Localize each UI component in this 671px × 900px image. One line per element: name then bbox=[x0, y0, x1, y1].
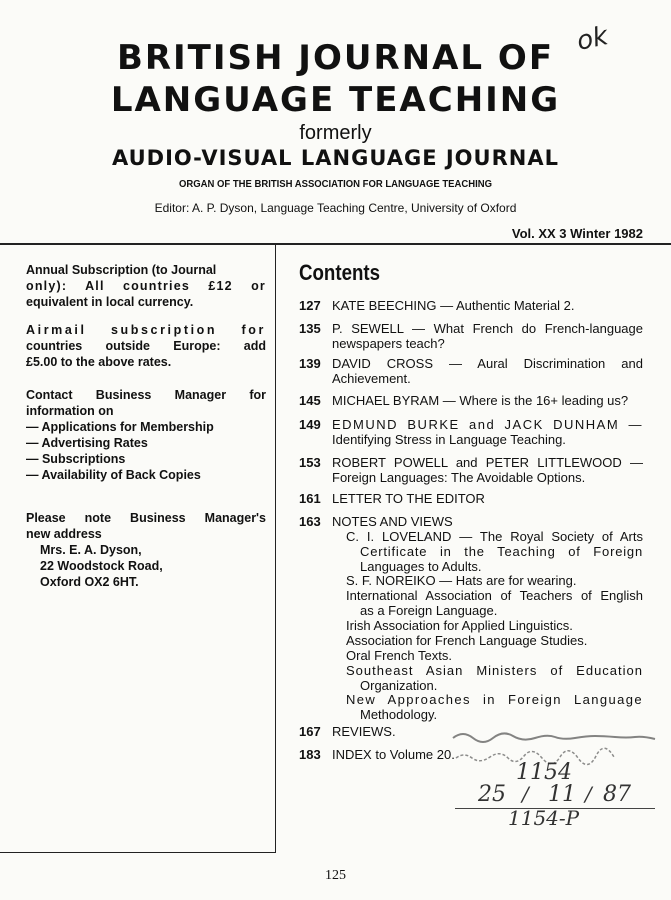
entry-text: KATE BEECHING — Authentic Material 2. bbox=[332, 298, 575, 313]
address-block bbox=[26, 510, 266, 590]
airmail-line: £5.00 to the above rates. bbox=[26, 355, 172, 369]
contents-entry bbox=[299, 514, 643, 529]
notes-text: Certificate in the Teaching of Foreign bbox=[360, 544, 643, 559]
stamp-code: 1154-P bbox=[508, 806, 580, 830]
journal-title-line1: BRITISH JOURNAL OF bbox=[116, 38, 555, 78]
formerly-label: formerly bbox=[299, 122, 372, 144]
subscription-line: Annual Subscription (to Journal bbox=[26, 263, 217, 277]
notes-text: Association for French Language Studies. bbox=[346, 633, 588, 648]
entry-page: 183 bbox=[299, 747, 321, 762]
entry-text: INDEX to Volume 20. bbox=[332, 747, 455, 762]
contents-entry bbox=[299, 417, 643, 447]
stamp-slash-b: / bbox=[585, 782, 592, 806]
contact-item: — Subscriptions bbox=[26, 452, 126, 466]
notes-text: Languages to Adults. bbox=[360, 559, 482, 574]
stamp-date-day: 25 bbox=[478, 782, 506, 807]
entry-page: 139 bbox=[299, 356, 321, 371]
handwritten-ok-mark: ok bbox=[574, 21, 611, 57]
contents-entry bbox=[299, 393, 643, 408]
contact-item: — Advertising Rates bbox=[26, 436, 148, 450]
contents-entry bbox=[299, 321, 643, 351]
notes-text: Southeast Asian Ministers of Education bbox=[346, 663, 643, 678]
notes-text: C. I. LOVELAND — The Royal Society of Arts bbox=[346, 529, 643, 544]
entry-page: 135 bbox=[299, 321, 321, 336]
notes-text: Methodology. bbox=[360, 707, 438, 722]
entry-text: ROBERT POWELL and PETER LITTLEWOOD — bbox=[332, 455, 643, 470]
notes-item bbox=[346, 618, 643, 633]
organ-line: ORGAN OF THE BRITISH ASSOCIATION FOR LANGUAGE TEACHING bbox=[179, 179, 492, 190]
column-divider bbox=[275, 244, 276, 853]
contact-item: — Applications for Membership bbox=[26, 420, 214, 434]
entry-page: 127 bbox=[299, 298, 321, 313]
contents-entry bbox=[299, 298, 643, 313]
notes-text: Irish Association for Applied Linguistics. bbox=[346, 618, 573, 633]
contents-entry bbox=[299, 356, 643, 386]
journal-title-line2: LANGUAGE TEACHING bbox=[110, 80, 561, 120]
contents-entry bbox=[299, 491, 643, 506]
contact-block bbox=[26, 387, 266, 483]
notes-item bbox=[346, 573, 643, 588]
subscription-block bbox=[26, 262, 266, 310]
entry-page: 161 bbox=[299, 491, 321, 506]
airmail-line: Airmail subscription for bbox=[26, 323, 266, 337]
entry-text: DAVID CROSS — Aural Discrimination and bbox=[332, 356, 643, 371]
volume-label: Vol. XX 3 Winter 1982 bbox=[511, 226, 643, 241]
left-bottom-rule bbox=[0, 852, 275, 853]
notes-text: International Association of Teachers of English bbox=[346, 588, 643, 603]
stamp-date-year: 87 bbox=[603, 782, 631, 807]
stamp-date-month: 11 bbox=[548, 782, 576, 807]
entry-text: NOTES AND VIEWS bbox=[332, 514, 453, 529]
entry-page: 153 bbox=[299, 455, 321, 470]
entry-page: 149 bbox=[299, 417, 321, 432]
notes-text: New Approaches in Foreign Language bbox=[346, 692, 643, 707]
notes-item bbox=[346, 529, 643, 574]
entry-text: Achievement. bbox=[332, 371, 411, 386]
notes-text: Organization. bbox=[360, 678, 438, 693]
address-line: Oxford OX2 6HT. bbox=[40, 575, 139, 589]
editor-line: Editor: A. P. Dyson, Language Teaching Centre, University of Oxford bbox=[154, 201, 517, 215]
entry-page: 163 bbox=[299, 514, 321, 529]
entry-text: MICHAEL BYRAM — Where is the 16+ leading us? bbox=[332, 393, 629, 408]
entry-text: Foreign Languages: The Avoidable Options. bbox=[332, 470, 586, 485]
address-line: 22 Woodstock Road, bbox=[40, 559, 163, 573]
entry-text: P. SEWELL — What French do French-language bbox=[332, 321, 643, 336]
notes-item bbox=[346, 648, 643, 663]
contents-title: Contents bbox=[299, 260, 381, 285]
notes-item bbox=[346, 663, 643, 693]
notes-text: Oral French Texts. bbox=[346, 648, 452, 663]
contents-entry bbox=[299, 455, 643, 485]
header-divider bbox=[0, 243, 671, 245]
subscription-line: equivalent in local currency. bbox=[26, 295, 194, 309]
entry-text: Identifying Stress in Language Teaching. bbox=[332, 432, 566, 447]
notes-item bbox=[346, 692, 643, 722]
stamp-slash-a: / bbox=[522, 782, 529, 806]
notes-text: as a Foreign Language. bbox=[360, 603, 498, 618]
entry-text: LETTER TO THE EDITOR bbox=[332, 491, 485, 506]
note-line: Please note Business Manager's bbox=[26, 511, 266, 525]
contact-item: — Availability of Back Copies bbox=[26, 468, 201, 482]
entry-text: REVIEWS. bbox=[332, 724, 396, 739]
address-line: Mrs. E. A. Dyson, bbox=[40, 543, 142, 557]
subscription-line: only): All countries £12 or bbox=[26, 279, 266, 293]
note-line: new address bbox=[26, 527, 102, 541]
notes-item bbox=[346, 633, 643, 648]
airmail-block bbox=[26, 322, 266, 370]
contact-line: information on bbox=[26, 404, 114, 418]
notes-item bbox=[346, 588, 643, 618]
entry-page: 145 bbox=[299, 393, 321, 408]
page-number: 125 bbox=[325, 868, 346, 883]
entry-text: EDMUND BURKE and JACK DUNHAM — bbox=[332, 417, 643, 432]
airmail-line: countries outside Europe: add bbox=[26, 339, 266, 353]
contact-line: Contact Business Manager for bbox=[26, 388, 266, 402]
notes-text: S. F. NOREIKO — Hats are for wearing. bbox=[346, 573, 577, 588]
entry-text: newspapers teach? bbox=[332, 336, 445, 351]
stamp-number: 1154 bbox=[516, 760, 572, 785]
former-journal-title: AUDIO-VISUAL LANGUAGE JOURNAL bbox=[112, 146, 559, 170]
entry-page: 167 bbox=[299, 724, 321, 739]
